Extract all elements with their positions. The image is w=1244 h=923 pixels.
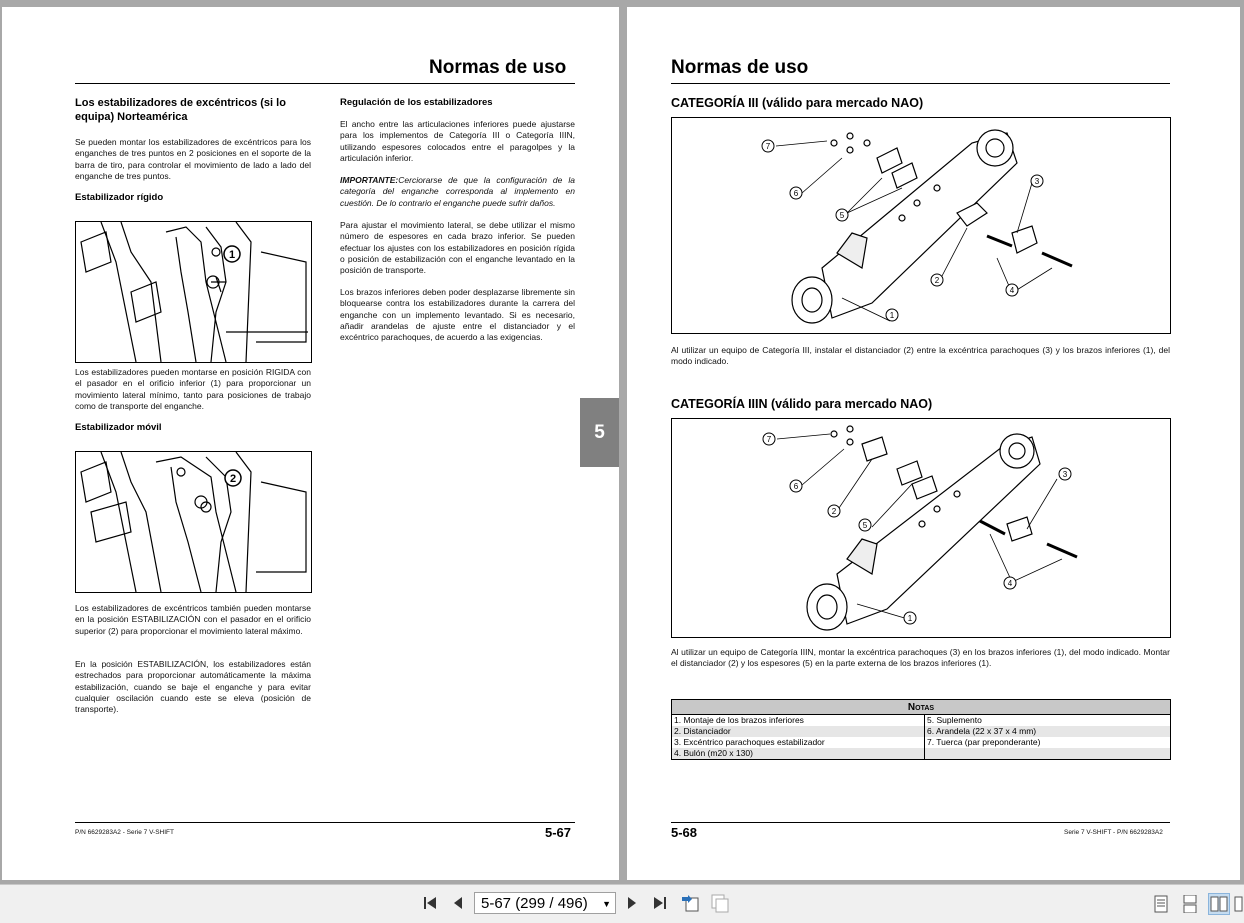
callout-3: 3 bbox=[1034, 177, 1040, 186]
important-note bbox=[340, 175, 575, 209]
page-header: Normas de uso bbox=[429, 57, 567, 78]
last-page-button[interactable] bbox=[650, 893, 670, 913]
table-cell: 3. Excéntrico parachoques estabilizador bbox=[672, 737, 925, 748]
regulation-paragraph-3: Para ajustar el movimiento lateral, se debe utilizar el mismo número de espesores en cada brazo inferior. Se pueden efectuar los ajustes con los estabilizadores en posición rígida o posición de estabilización con el enganche levantado en la posición de transporte. bbox=[340, 220, 575, 276]
figure-category-iiin bbox=[671, 418, 1171, 638]
viewer-toolbar bbox=[0, 884, 1244, 923]
previous-page-icon bbox=[451, 895, 465, 911]
table-cell: 6. Arandela (22 x 37 x 4 mm) bbox=[925, 726, 1171, 737]
two-page-icon bbox=[1210, 895, 1228, 913]
previous-view-button[interactable] bbox=[680, 893, 700, 913]
footer-rule bbox=[75, 822, 575, 823]
next-page-button[interactable] bbox=[622, 893, 642, 913]
category-iiin-title: CATEGORÍA IIIN (válido para mercado NAO) bbox=[671, 397, 933, 411]
table-row bbox=[672, 737, 1171, 748]
page-select-value: 5-67 (299 / 496) bbox=[481, 895, 588, 912]
next-view-button[interactable] bbox=[710, 893, 730, 913]
continuous-view-button[interactable] bbox=[1179, 893, 1201, 915]
callout-5: 5 bbox=[839, 211, 845, 220]
table-row bbox=[672, 715, 1171, 727]
page-number: 5-67 bbox=[545, 825, 572, 840]
left-page bbox=[2, 7, 619, 880]
page-number: 5-68 bbox=[671, 825, 698, 840]
section-title: Los estabilizadores de excéntricos (si lo equipa) Norteamérica bbox=[75, 97, 286, 123]
last-page-icon bbox=[652, 895, 668, 911]
notes-table bbox=[671, 699, 1171, 760]
callout-2: 2 bbox=[831, 507, 837, 516]
table-cell: 1. Montaje de los brazos inferiores bbox=[672, 715, 925, 727]
table-cell: 2. Distanciador bbox=[672, 726, 925, 737]
table-cell bbox=[925, 748, 1171, 760]
mobile-paragraph-2: En la posición ESTABILIZACIÓN, los estabilizadores están estrechados para proporcionar automáticamente la máxima estabilización, cuando se baje el enganche y para evitar cualquier oscilación cuando este se eleva (posición de transporte). bbox=[75, 659, 311, 715]
previous-page-button[interactable] bbox=[448, 893, 468, 913]
regulation-paragraph-4: Los brazos inferiores deben poder desplazarse libremente sin bloquearse contra los estabilizadores durante la carrera del enganche con un implemento levantado. Si es necesario, añadir arandelas de ajuste entre el distanciador y el excéntrico parachoques, de acuerdo a las exigencias. bbox=[340, 287, 575, 343]
two-page-view-button[interactable] bbox=[1208, 893, 1230, 915]
table-row bbox=[672, 748, 1171, 760]
category-iii-title: CATEGORÍA III (válido para mercado NAO) bbox=[671, 96, 924, 110]
next-view-icon bbox=[710, 893, 730, 913]
category-iiin-caption: Al utilizar un equipo de Categoría IIIN, montar la excéntrica parachoques (3) en los brazos inferiores (1), del modo indicado. Montar el distanciador (2) y los espesores (5) en la parte externa de los brazos inferiores (1). bbox=[671, 647, 1170, 669]
chapter-tab: 5 bbox=[580, 398, 619, 467]
callout-5: 5 bbox=[862, 521, 868, 530]
category-iii-caption: Al utilizar un equipo de Categoría III, instalar el distanciador (2) entre la excéntrica parachoques (3) y los brazos inferiores (1), del modo indicado. bbox=[671, 345, 1170, 367]
callout-6: 6 bbox=[793, 482, 799, 491]
figure-callout: 1 bbox=[228, 249, 236, 261]
callout-6: 6 bbox=[793, 189, 799, 198]
important-text: Cerciorarse de que la configuración de la categoría del enganche corresponda al implemento en cuestión. De lo contrario el enganche puede sufrir daños. bbox=[340, 175, 575, 208]
callout-4: 4 bbox=[1009, 286, 1015, 295]
continuous-page-icon bbox=[1182, 895, 1198, 913]
subheading-rigid: Estabilizador rígido bbox=[75, 192, 164, 203]
page-select[interactable] bbox=[474, 892, 616, 914]
header-rule bbox=[671, 83, 1170, 84]
figure-callout: 2 bbox=[229, 473, 237, 485]
chevron-down-icon: ▼ bbox=[602, 899, 611, 909]
single-page-icon bbox=[1153, 895, 1169, 913]
important-label: IMPORTANTE: bbox=[340, 175, 399, 185]
section-title-regulation: Regulación de los estabilizadores bbox=[340, 97, 493, 108]
callout-2: 2 bbox=[934, 276, 940, 285]
two-page-continuous-icon bbox=[1234, 895, 1244, 913]
callout-4: 4 bbox=[1007, 579, 1013, 588]
footer-rule bbox=[671, 822, 1170, 823]
footer-part-number: P/N 6629283A2 - Serie 7 V-SHIFT bbox=[75, 829, 174, 836]
footer-part-number: Serie 7 V-SHIFT - P/N 6629283A2 bbox=[1064, 829, 1163, 836]
callout-7: 7 bbox=[766, 435, 772, 444]
next-page-icon bbox=[625, 895, 639, 911]
figure-rigid-stabilizer bbox=[75, 221, 312, 363]
figure-mobile-stabilizer bbox=[75, 451, 312, 593]
right-page bbox=[627, 7, 1240, 880]
table-row bbox=[672, 726, 1171, 737]
regulation-paragraph-1: El ancho entre las articulaciones inferiores puede ajustarse para los implementos de Categoría III o Categoría IIIN, utilizando espesores colocados entre el paragolpes y la articulación inferior. bbox=[340, 119, 575, 163]
callout-7: 7 bbox=[765, 142, 771, 151]
callout-3: 3 bbox=[1062, 470, 1068, 479]
two-page-continuous-view-button[interactable] bbox=[1234, 893, 1244, 915]
subheading-mobile: Estabilizador móvil bbox=[75, 422, 162, 433]
mobile-paragraph-1: Los estabilizadores de excéntricos también pueden montarse en la posición ESTABILIZACIÓN con el pasador en el orificio superior (2) para proporcionar el movimiento lateral máximo. bbox=[75, 603, 311, 636]
first-page-icon bbox=[422, 895, 438, 911]
header-rule bbox=[75, 83, 575, 84]
page-header: Normas de uso bbox=[671, 57, 809, 78]
first-page-button[interactable] bbox=[420, 893, 440, 913]
table-cell: 5. Suplemento bbox=[925, 715, 1171, 727]
callout-1: 1 bbox=[889, 311, 895, 320]
table-cell: 4. Bulón (m20 x 130) bbox=[672, 748, 925, 760]
notes-header: Notas bbox=[672, 700, 1171, 715]
callout-1: 1 bbox=[907, 614, 913, 623]
intro-paragraph: Se pueden montar los estabilizadores de excéntricos para los enganches de tres puntos en 2 posiciones en el soporte de la barra de tiro, para controlar el movimiento de lado a lado del enganche de tres puntos. bbox=[75, 137, 311, 181]
previous-view-icon bbox=[680, 893, 700, 913]
rigid-paragraph: Los estabilizadores pueden montarse en posición RIGIDA con el pasador en el orificio inferior (1) para proporcionar un movimiento lateral mínimo, tanto para posiciones de trabajo como de transporte del enganche. bbox=[75, 367, 311, 411]
table-cell: 7. Tuerca (par preponderante) bbox=[925, 737, 1171, 748]
figure-category-iii bbox=[671, 117, 1171, 334]
single-page-view-button[interactable] bbox=[1150, 893, 1172, 915]
